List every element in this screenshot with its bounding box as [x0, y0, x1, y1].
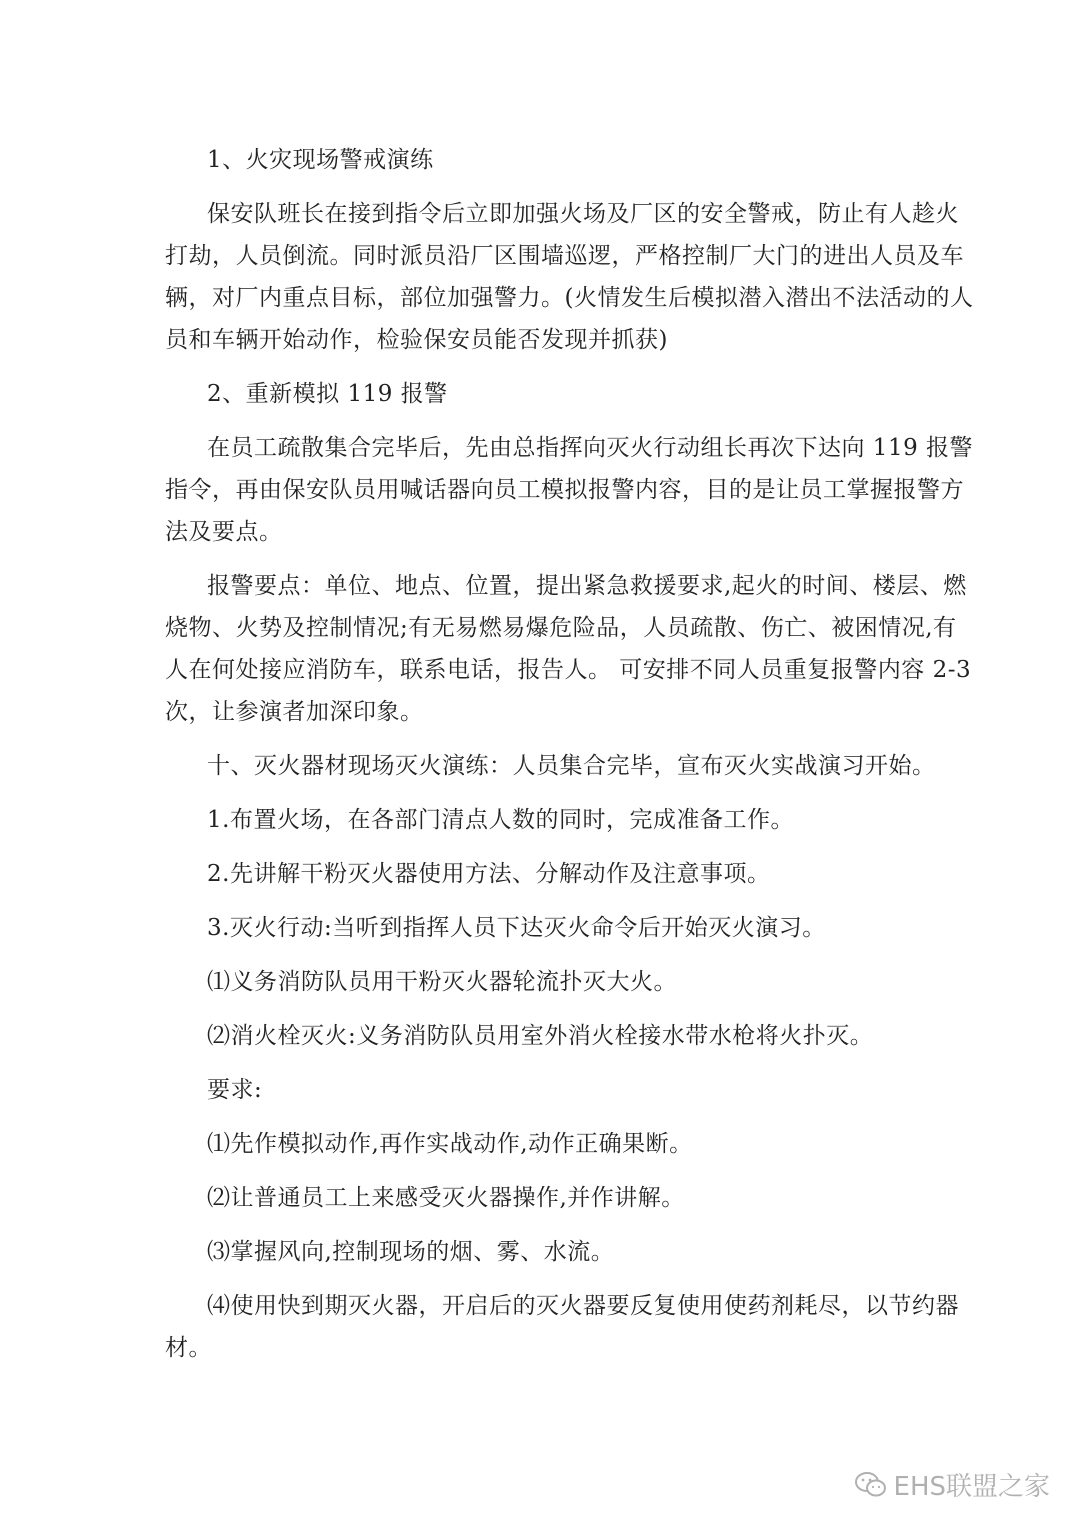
wechat-icon [854, 1470, 888, 1500]
paragraph-line: 在员工疏散集合完毕后，先由总指挥向灭火行动组长再次下达向 119 报警 [207, 435, 974, 461]
paragraph-line: 辆，对厂内重点目标，部位加强警力。(火情发生后模拟潜入潜出不法活动的人 [165, 285, 974, 311]
list-item: 3.灭火行动:当听到指挥人员下达灭火命令后开始灭火演习。 [207, 915, 826, 941]
heading-1: 1、火灾现场警戒演练 [207, 147, 434, 173]
paragraph-line: 指令，再由保安队员用喊话器向员工模拟报警内容，目的是让员工掌握报警方 [165, 477, 964, 503]
list-item: ⑵让普通员工上来感受灭火器操作,并作讲解。 [207, 1185, 685, 1211]
list-item: ⑴先作模拟动作,再作实战动作,动作正确果断。 [207, 1131, 693, 1157]
list-item: ⑴义务消防队员用干粉灭火器轮流扑灭大火。 [207, 969, 677, 995]
watermark [854, 1466, 1050, 1503]
paragraph-line: 烧物、火势及控制情况;有无易燃易爆危险品，人员疏散、伤亡、被困情况,有 [165, 615, 957, 641]
watermark-text: EHS联盟之家 [893, 1472, 1050, 1502]
paragraph-line: 打劫，人员倒流。同时派员沿厂区围墙巡逻，严格控制厂大门的进出人员及车 [165, 243, 964, 269]
paragraph-line: 次，让参演者加深印象。 [165, 699, 424, 725]
list-item: ⑶掌握风向,控制现场的烟、雾、水流。 [207, 1239, 615, 1265]
list-item: ⑷使用快到期灭火器，开启后的灭火器要反复使用使药剂耗尽，以节约器 [207, 1293, 959, 1319]
paragraph-line: 人在何处接应消防车，联系电话，报告人。 可安排不同人员重复报警内容 2-3 [165, 657, 972, 683]
list-item: 材。 [165, 1335, 212, 1361]
list-item: 1.布置火场，在各部门清点人数的同时，完成准备工作。 [207, 807, 794, 833]
paragraph-line: 保安队班长在接到指令后立即加强火场及厂区的安全警戒，防止有人趁火 [207, 201, 959, 227]
requirements-label: 要求: [207, 1077, 263, 1103]
paragraph-line: 报警要点：单位、地点、位置，提出紧急救援要求,起火的时间、楼层、燃 [207, 573, 967, 599]
list-item: ⑵消火栓灭火:义务消防队员用室外消火栓接水带水枪将火扑灭。 [207, 1023, 874, 1049]
heading-2: 2、重新模拟 119 报警 [207, 381, 448, 407]
paragraph-line: 法及要点。 [165, 519, 283, 545]
paragraph-line: 员和车辆开始动作，检验保安员能否发现并抓获) [165, 327, 668, 353]
section-heading: 十、灭火器材现场灭火演练：人员集合完毕，宣布灭火实战演习开始。 [207, 753, 936, 779]
list-item: 2.先讲解干粉灭火器使用方法、分解动作及注意事项。 [207, 861, 771, 887]
